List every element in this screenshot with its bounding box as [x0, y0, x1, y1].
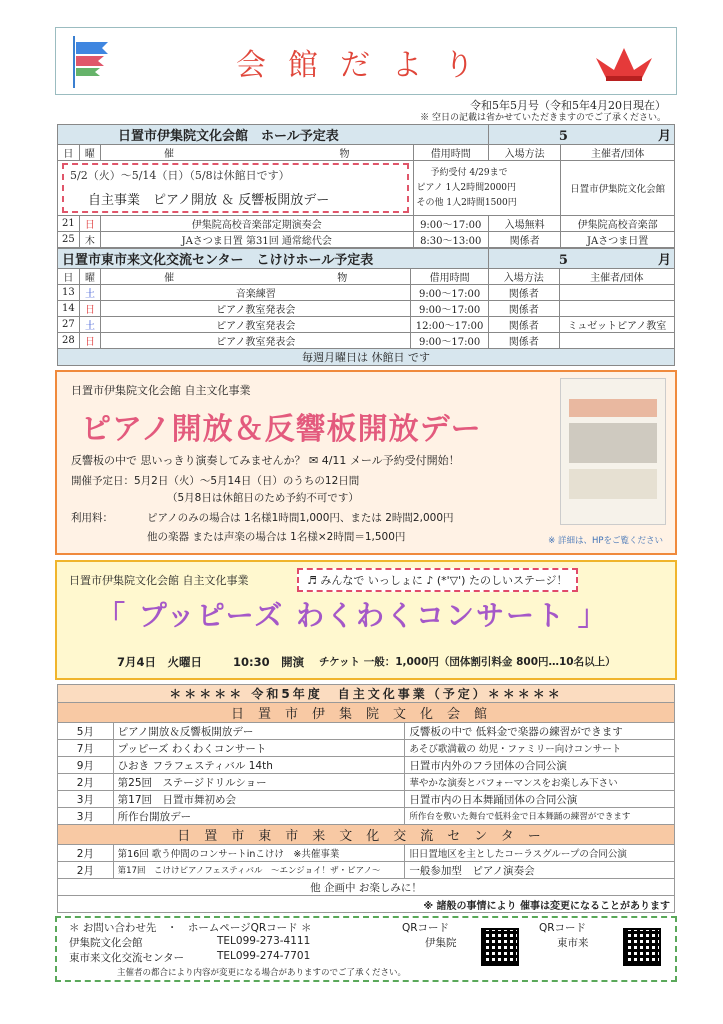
col-entry: 入場方法	[488, 145, 560, 161]
table-row: 13 土 音楽練習 9:00～17:00 関係者	[58, 285, 675, 301]
piano-open-dates: 5/2（火）～5/14（日）（5/8は休館日です）	[70, 169, 290, 182]
venue1-tel: TEL099-273-4111	[217, 935, 311, 947]
table-row: 25 木 JAさつま日置 第31回 通常総代会 8:30～13:00 関係者 JAさつま日置	[58, 232, 675, 248]
col-day: 日	[58, 269, 80, 285]
table-row: 21 日 伊集院高校音楽部定期演奏会 9:00～17:00 入場無料 伊集院高校音楽部	[58, 216, 675, 232]
table-row: 7月 プッピーズ わくわくコンサート あそび歌満載の 幼児・ファミリー向けコンサート	[58, 740, 675, 757]
col-time: 借用時間	[411, 269, 489, 285]
venue1-band: 日置市伊集院文化会館	[58, 703, 675, 723]
table-row: 3月 第17回 日置市舞初め会 日置市内の日本舞踊団体の合同公演	[58, 791, 675, 808]
col-event: 催 物	[100, 145, 413, 161]
annual-plan-table	[57, 684, 675, 913]
promo2-tagline: ♬ みんなで いっしょに ♪ (*'▽') たのしいステージ！	[297, 568, 578, 592]
piano-open-organizer: 日置市伊集院文化会館	[561, 161, 675, 216]
venue2-name: 東市来文化交流センター	[69, 952, 185, 964]
col-day: 日	[58, 145, 80, 161]
table-row: 3月 所作台開放デー 所作台を敷いた舞台で低料金で日本舞踊の練習ができます	[58, 808, 675, 825]
col-weekday: 曜	[79, 145, 100, 161]
hall1-month: 5 月	[488, 125, 674, 145]
table-row: 5月 ピアノ開放＆反響板開放デー 反響板の中で 低料金で楽器の練習ができます	[58, 723, 675, 740]
piano-open-promo	[55, 370, 677, 555]
table-row: 14 日 ピアノ教室発表会 9:00～17:00 関係者	[58, 301, 675, 317]
venue1-name: 伊集院文化会館	[69, 937, 143, 949]
promo2-organizer: 日置市伊集院文化会館 自主文化事業	[69, 574, 249, 587]
planning-note: 他 企画中 お楽しみに！	[58, 879, 675, 896]
promo1-organizer: 日置市伊集院文化会館 自主文化事業	[71, 384, 251, 397]
table-row: 2月 第17回 こけけピアノフェスティバル ～エンジョイ！ザ・ピアノ～ 一般参加型 ピアノ演奏会	[58, 862, 675, 879]
promo2-time: 10:30 開演	[233, 655, 305, 669]
promo1-dates: 開催予定日：5月2日（火）～5月14日（日）のうちの12日間	[71, 475, 360, 487]
qr2-venue: 東市来	[557, 937, 589, 949]
col-time: 借用時間	[413, 145, 488, 161]
annual-heading: ＊＊＊＊＊ 令和5年度 自主文化事業（予定）＊＊＊＊＊	[58, 685, 675, 703]
qr-code-higashiichiki[interactable]	[623, 928, 661, 966]
venue2-tel: TEL099-274-7701	[217, 950, 311, 962]
promo1-hp-note: ※ 詳細は、HPをご覧ください	[548, 536, 663, 546]
hall1-schedule-table	[57, 124, 675, 248]
promo2-date: 7月4日 火曜日	[117, 655, 203, 669]
closed-notice: 毎週月曜日は 休館日 です	[58, 349, 675, 366]
footer-disclaimer: 主催者の都合により内容が変更になる場合がありますのでご了承ください。	[117, 968, 407, 978]
promo2-title: 「 プッピーズ わくわくコンサート 」	[97, 599, 608, 632]
contact-heading: ＊ お問い合わせ先 ・ ホームページQRコード ＊	[69, 922, 312, 934]
piano-open-box	[58, 161, 414, 216]
col-organizer: 主催者/団体	[561, 145, 675, 161]
qr1-label: QRコード	[402, 922, 450, 934]
piano-open-fees: 予約受付 4/29まで ピアノ 1人2時間2000円 その他 1人2時間1500円	[413, 161, 561, 216]
change-notice: ※ 諸般の事情により 催事は変更になることがあります	[58, 896, 675, 913]
page-title: 会館だより	[236, 48, 496, 83]
table-row: 28 日 ピアノ教室発表会 9:00～17:00 関係者	[58, 333, 675, 349]
kabuto-icon	[594, 38, 654, 84]
promo1-fee-piano: ピアノのみの場合は 1名様1時間1,000円、または 2時間2,000円	[147, 512, 454, 524]
concert-promo	[55, 560, 677, 680]
omission-note: ※ 空日の記載は省かせていただきますのでご了承ください。	[420, 113, 666, 123]
table-row: 2月 第16回 歌う仲間のコンサートinこけけ ※共催事業 旧日置地区を主としたコーラスグループの合同公演	[58, 845, 675, 862]
hall2-month: 5 月	[488, 249, 674, 269]
promo1-fee-other: 他の楽器 または声楽の場合は 1名様×2時間＝1,500円	[147, 531, 406, 543]
col-entry: 入場方法	[488, 269, 559, 285]
hall2-schedule-table	[57, 248, 675, 366]
promo1-intro: 反響板の中で 思いっきり演奏してみませんか？ ✉ 4/11 メール予約受付開始！	[71, 454, 460, 467]
hall1-title: 日置市伊集院文化会館 ホール予定表	[58, 125, 489, 145]
hall2-title: 日置市東市来文化交流センター こけけホール予定表	[58, 249, 489, 269]
col-event: 催 物	[101, 269, 411, 285]
qr1-venue: 伊集院	[425, 937, 457, 949]
col-organizer: 主催者/団体	[559, 269, 674, 285]
newsletter-header	[55, 27, 677, 95]
qr-code-ijuin[interactable]	[481, 928, 519, 966]
promo1-closed-note: （5月8日は休館日のため予約不可です）	[167, 492, 359, 504]
table-row: 9月 ひおき フラフェスティバル 14th 日置市内外のフラ団体の合同公演	[58, 757, 675, 774]
promo1-title: ピアノ開放＆反響板開放デー	[81, 412, 482, 447]
promo1-fee-label: 利用料：	[71, 512, 113, 524]
promo2-ticket: チケット 一般：1,000円（団体割引料金 800円…10名以上）	[319, 656, 616, 668]
venue2-band: 日置市東市来文化交流センター	[58, 825, 675, 845]
col-weekday: 曜	[79, 269, 100, 285]
qr2-label: QRコード	[539, 922, 587, 934]
table-row: 2月 第25回 ステージドリルショー 華やかな演奏とパフォーマンスをお楽しみ下さい	[58, 774, 675, 791]
contact-footer	[55, 916, 677, 982]
piano-open-title: 自主事業 ピアノ開放 ＆ 反響板開放デー	[88, 193, 330, 208]
flyer-thumbnail	[560, 378, 666, 525]
table-row: 27 土 ピアノ教室発表会 12:00～17:00 関係者 ミュゼットピアノ教室	[58, 317, 675, 333]
issue-date: 令和5年5月号（令和5年4月20日現在）	[470, 99, 666, 112]
